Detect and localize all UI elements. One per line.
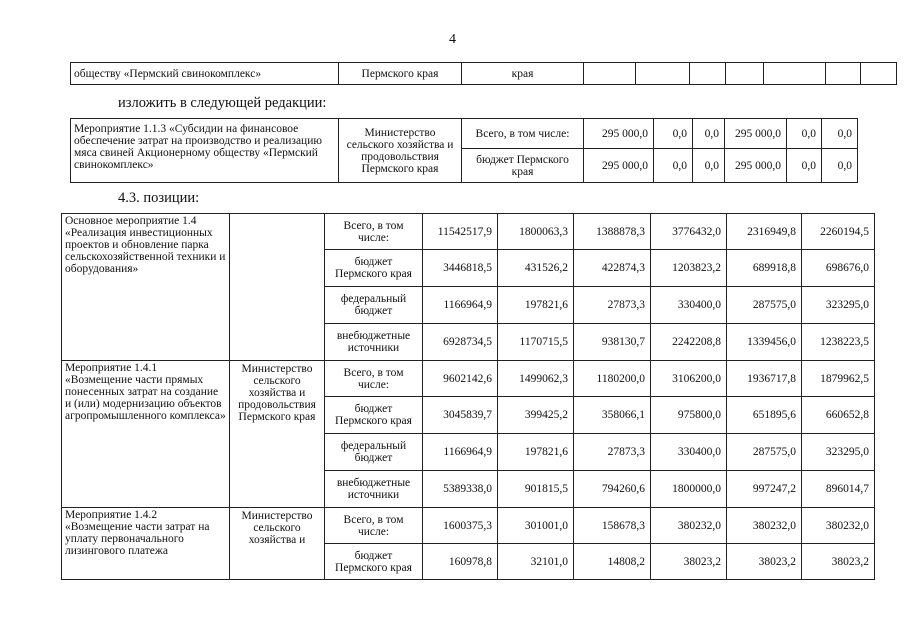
value-cell: 380232,0 xyxy=(651,508,727,544)
value-cell: 3446818,5 xyxy=(423,250,498,287)
source-label: внебюджетные источники xyxy=(325,324,423,361)
measure-executor xyxy=(230,214,325,361)
measure-executor: Министерство сельского хозяйства и xyxy=(230,508,325,580)
top-row-cell xyxy=(764,63,826,85)
value-cell: 3106200,0 xyxy=(651,361,727,397)
value-cell: 160978,8 xyxy=(423,544,498,580)
value-cell: 2260194,5 xyxy=(802,214,875,250)
value-cell: 431526,2 xyxy=(498,250,574,287)
value-cell: 330400,0 xyxy=(651,434,727,471)
top-row-cell xyxy=(584,63,636,85)
value-cell: 323295,0 xyxy=(802,287,875,324)
section-heading-revision: изложить в следующей редакции: xyxy=(118,95,327,111)
value-cell: 38023,2 xyxy=(651,544,727,580)
measure-1-1-3-table xyxy=(70,118,858,183)
top-row-source: края xyxy=(462,63,584,85)
value-cell: 11542517,9 xyxy=(423,214,498,250)
value-cell: 794260,6 xyxy=(574,471,651,508)
value-cell: 358066,1 xyxy=(574,397,651,434)
value-cell: 660652,8 xyxy=(802,397,875,434)
measure-name: Мероприятие 1.4.2 «Возмещение части затрат на уплату первоначального лизингового платежа xyxy=(62,508,230,580)
value-cell: 301001,0 xyxy=(498,508,574,544)
value-cell: 38023,2 xyxy=(727,544,802,580)
value-cell: 14808,2 xyxy=(574,544,651,580)
value-cell: 1166964,9 xyxy=(423,287,498,324)
value-cell: 330400,0 xyxy=(651,287,727,324)
value-cell: 27873,3 xyxy=(574,287,651,324)
value-cell: 1800000,0 xyxy=(651,471,727,508)
value-cell: 938130,7 xyxy=(574,324,651,361)
value-cell: 380232,0 xyxy=(727,508,802,544)
value-cell: 1879962,5 xyxy=(802,361,875,397)
value-cell: 3776432,0 xyxy=(651,214,727,250)
value-cell: 380232,0 xyxy=(802,508,875,544)
value-cell: 1499062,3 xyxy=(498,361,574,397)
top-row-cell xyxy=(690,63,726,85)
measure-name: Основное мероприятие 1.4 «Реализация инвестиционных проектов и обновление парка сельскохозяйственной техники и оборудования» xyxy=(62,214,230,361)
value-cell: 1600375,3 xyxy=(423,508,498,544)
value-cell: 1388878,3 xyxy=(574,214,651,250)
value-cell: 295 000,0 xyxy=(725,119,787,149)
source-label: федеральный бюджет xyxy=(325,287,423,324)
positions-table xyxy=(61,213,875,580)
top-row-cell xyxy=(861,63,897,85)
measure-executor: Министерство сельского хозяйства и продовольствия Пермского края xyxy=(230,361,325,508)
value-cell: 1800063,3 xyxy=(498,214,574,250)
value-cell: 1170715,5 xyxy=(498,324,574,361)
top-row-cell xyxy=(826,63,861,85)
value-cell: 0,0 xyxy=(787,119,822,149)
value-cell: 422874,3 xyxy=(574,250,651,287)
value-cell: 295 000,0 xyxy=(584,119,654,149)
section-heading-positions: 4.3. позиции: xyxy=(118,190,200,206)
value-cell: 2242208,8 xyxy=(651,324,727,361)
value-cell: 158678,3 xyxy=(574,508,651,544)
value-cell: 0,0 xyxy=(822,119,858,149)
source-label: Всего, в том числе: xyxy=(462,119,584,149)
value-cell: 9602142,6 xyxy=(423,361,498,397)
source-label: Всего, в том числе: xyxy=(325,361,423,397)
top-partial-table xyxy=(70,62,897,85)
value-cell: 901815,5 xyxy=(498,471,574,508)
value-cell: 0,0 xyxy=(787,149,822,183)
top-row-cell xyxy=(636,63,690,85)
value-cell: 1238223,5 xyxy=(802,324,875,361)
value-cell: 3045839,7 xyxy=(423,397,498,434)
value-cell: 0,0 xyxy=(654,149,693,183)
value-cell: 651895,6 xyxy=(727,397,802,434)
value-cell: 0,0 xyxy=(693,119,725,149)
value-cell: 896014,7 xyxy=(802,471,875,508)
value-cell: 6928734,5 xyxy=(423,324,498,361)
value-cell: 295 000,0 xyxy=(725,149,787,183)
value-cell: 399425,2 xyxy=(498,397,574,434)
value-cell: 0,0 xyxy=(822,149,858,183)
value-cell: 287575,0 xyxy=(727,434,802,471)
value-cell: 997247,2 xyxy=(727,471,802,508)
source-label: бюджет Пермского края xyxy=(462,149,584,183)
value-cell: 197821,6 xyxy=(498,434,574,471)
value-cell: 1180200,0 xyxy=(574,361,651,397)
value-cell: 295 000,0 xyxy=(584,149,654,183)
source-label: федеральный бюджет xyxy=(325,434,423,471)
source-label: внебюджетные источники xyxy=(325,471,423,508)
value-cell: 0,0 xyxy=(654,119,693,149)
source-label: бюджет Пермского края xyxy=(325,250,423,287)
value-cell: 2316949,8 xyxy=(727,214,802,250)
source-label: Всего, в том числе: xyxy=(325,508,423,544)
source-label: бюджет Пермского края xyxy=(325,544,423,580)
measure-name: Мероприятие 1.1.3 «Субсидии на финансовое обеспечение затрат на производство и реализацию мяса свиней Акционерному обществу «Пермский свинокомплекс» xyxy=(71,119,339,183)
value-cell: 1936717,8 xyxy=(727,361,802,397)
value-cell: 27873,3 xyxy=(574,434,651,471)
top-row-name: обществу «Пермский свинокомплекс» xyxy=(71,63,339,85)
measure-executor: Министерство сельского хозяйства и продовольствия Пермского края xyxy=(339,119,462,183)
page-number: 4 xyxy=(449,32,456,47)
value-cell: 287575,0 xyxy=(727,287,802,324)
value-cell: 0,0 xyxy=(693,149,725,183)
measure-name: Мероприятие 1.4.1 «Возмещение части прямых понесенных затрат на создание и (или) модернизацию объектов агропромышленного комплекса» xyxy=(62,361,230,508)
value-cell: 1166964,9 xyxy=(423,434,498,471)
value-cell: 38023,2 xyxy=(802,544,875,580)
source-label: бюджет Пермского края xyxy=(325,397,423,434)
top-row-executor: Пермского края xyxy=(339,63,462,85)
value-cell: 32101,0 xyxy=(498,544,574,580)
top-row-cell xyxy=(726,63,764,85)
value-cell: 975800,0 xyxy=(651,397,727,434)
value-cell: 1339456,0 xyxy=(727,324,802,361)
value-cell: 689918,8 xyxy=(727,250,802,287)
source-label: Всего, в том числе: xyxy=(325,214,423,250)
value-cell: 698676,0 xyxy=(802,250,875,287)
value-cell: 323295,0 xyxy=(802,434,875,471)
value-cell: 1203823,2 xyxy=(651,250,727,287)
value-cell: 5389338,0 xyxy=(423,471,498,508)
value-cell: 197821,6 xyxy=(498,287,574,324)
